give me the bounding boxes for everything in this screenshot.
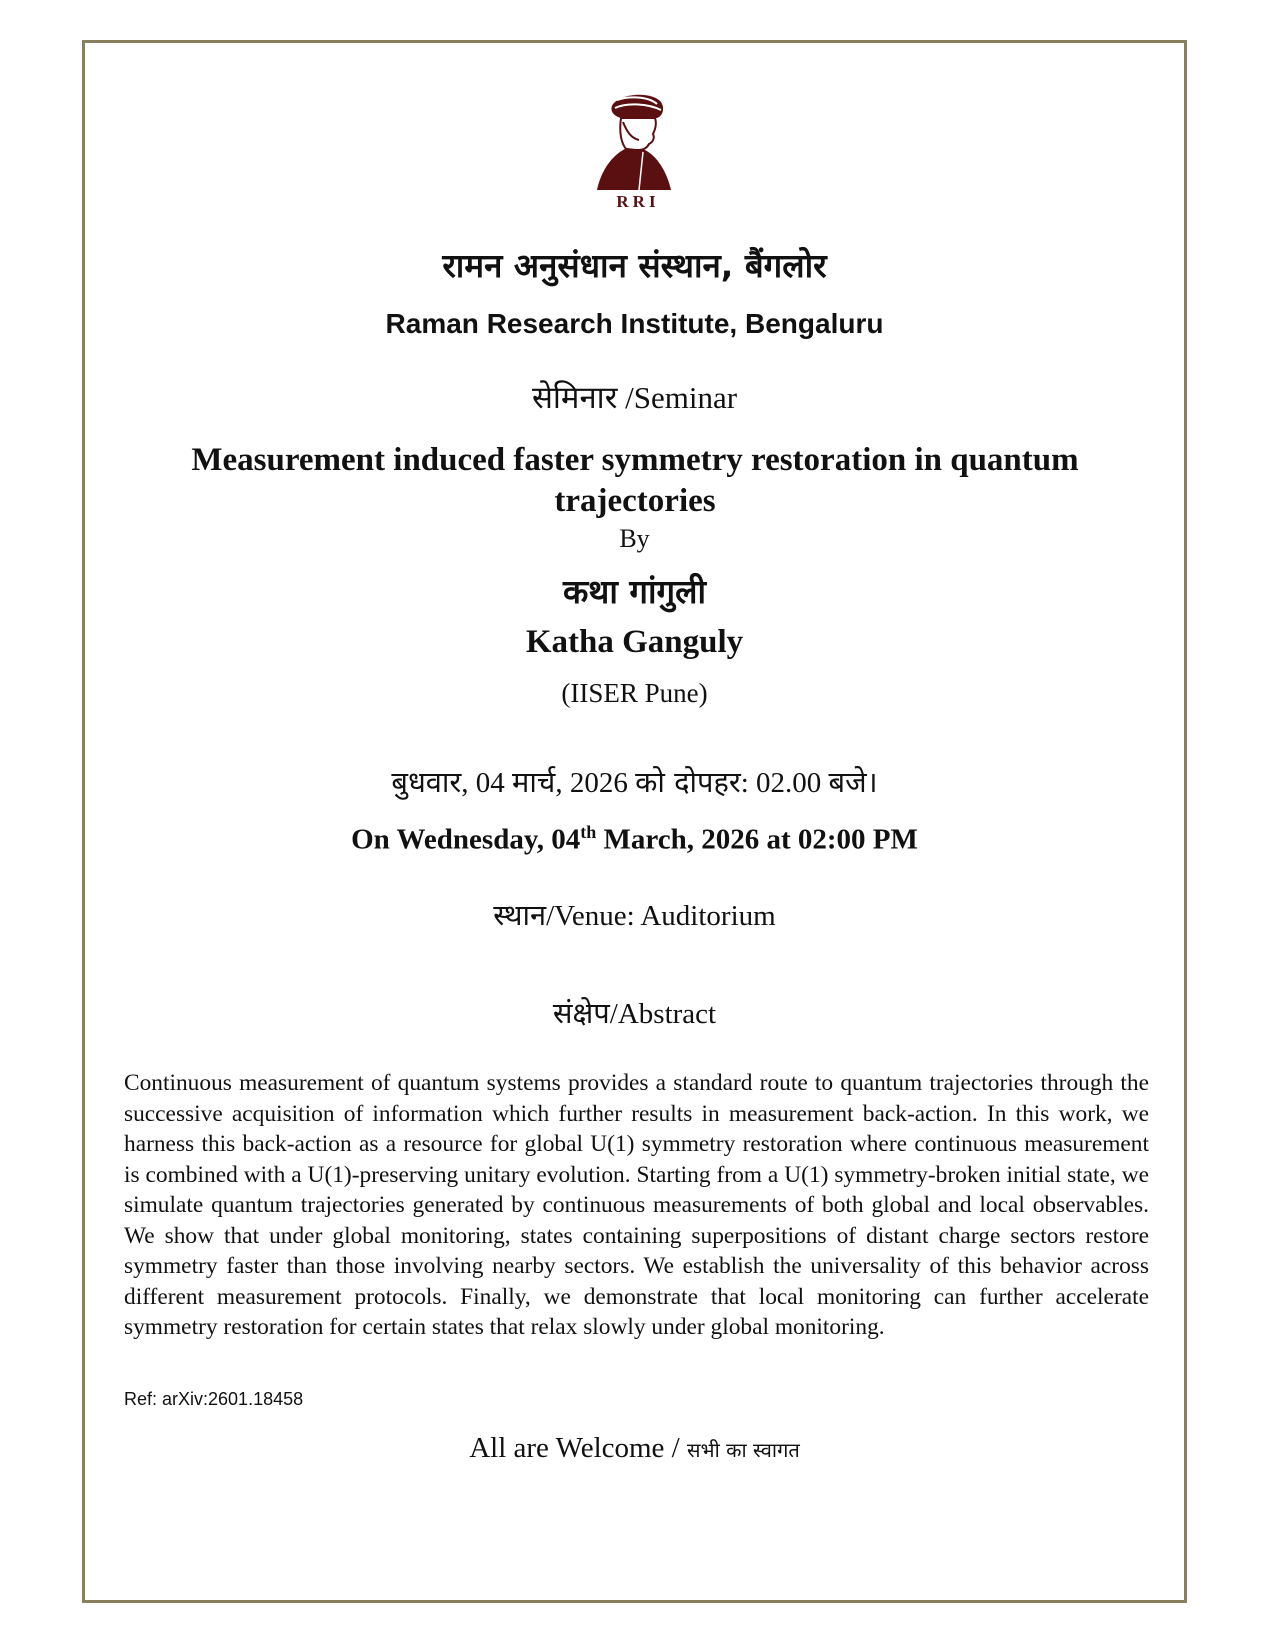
welcome-hindi: सभी का स्वागत	[687, 1438, 800, 1462]
talk-title: Measurement induced faster symmetry restoration in quantum trajectories	[191, 442, 1079, 519]
welcome-english: All are Welcome /	[469, 1432, 687, 1464]
speaker-name-english: Katha Ganguly	[525, 624, 744, 660]
date-hindi-part-2: , 2026	[555, 767, 636, 799]
venue	[82, 895, 1187, 934]
date-english-prefix: On Wednesday, 04	[351, 823, 581, 856]
venue-label-english: /Venue: Auditorium	[546, 900, 776, 932]
speaker-affiliation: (IISER Pune)	[561, 678, 708, 708]
date-english-ordinal: th	[580, 822, 597, 842]
date-hindi-time: : 02.00	[740, 767, 829, 799]
date-hindi-part-1: , 04	[461, 767, 513, 799]
date-hindi	[82, 762, 1187, 801]
date-hindi-day: बुधवार	[391, 765, 462, 799]
welcome-note	[82, 1432, 1187, 1465]
seminar-label	[82, 376, 1187, 418]
institute-logo	[583, 92, 693, 217]
date-hindi-time-prefix: को दोपहर	[635, 765, 741, 799]
abstract-heading-english: /Abstract	[609, 998, 717, 1030]
speaker-name-hindi: कथा गांगुली	[562, 572, 707, 611]
seminar-label-hindi: सेमिनार	[531, 380, 618, 416]
abstract-heading-hindi: संक्षेप	[552, 996, 610, 1030]
date-hindi-month: मार्च	[512, 765, 556, 799]
date-hindi-suffix: बजे।	[828, 765, 878, 799]
logo-text: RRI	[616, 192, 660, 211]
raman-portrait-icon	[583, 92, 693, 192]
date-english	[82, 822, 1187, 857]
by-label: By	[619, 524, 650, 553]
institute-name-hindi: रामन अनुसंधान संस्थान, बैंगलोर	[442, 246, 827, 285]
abstract-heading	[82, 993, 1187, 1032]
seminar-label-english: /Seminar	[625, 380, 738, 415]
institute-name-english: Raman Research Institute, Bengaluru	[385, 308, 884, 339]
venue-label-hindi: स्थान	[493, 898, 547, 932]
abstract-reference: Ref: arXiv:2601.18458	[124, 1389, 304, 1409]
date-english-suffix: March, 2026 at 02:00 PM	[596, 823, 918, 856]
abstract-text: Continuous measurement of quantum systems provides a standard route to quantum trajectories through the successive acquisition of information which further results in measurement back-action. In this work, we harness this back-action as a resource for global U(1) symmetry restoration where continuous measurement is combined with a U(1)-preserving unitary evolution. Starting from a U(1) symmetry-broken initial state, we simulate quantum trajectories generated by continuous measurements of both global and local observables. We show that under global monitoring, states containing superpositions of distant charge sectors restore symmetry faster than those involving nearby sectors. We establish the universality of this behavior across different measurement protocols. Finally, we demonstrate that local monitoring can further accelerate symmetry restoration for certain states that relax slowly under global monitoring.	[124, 1070, 1149, 1340]
